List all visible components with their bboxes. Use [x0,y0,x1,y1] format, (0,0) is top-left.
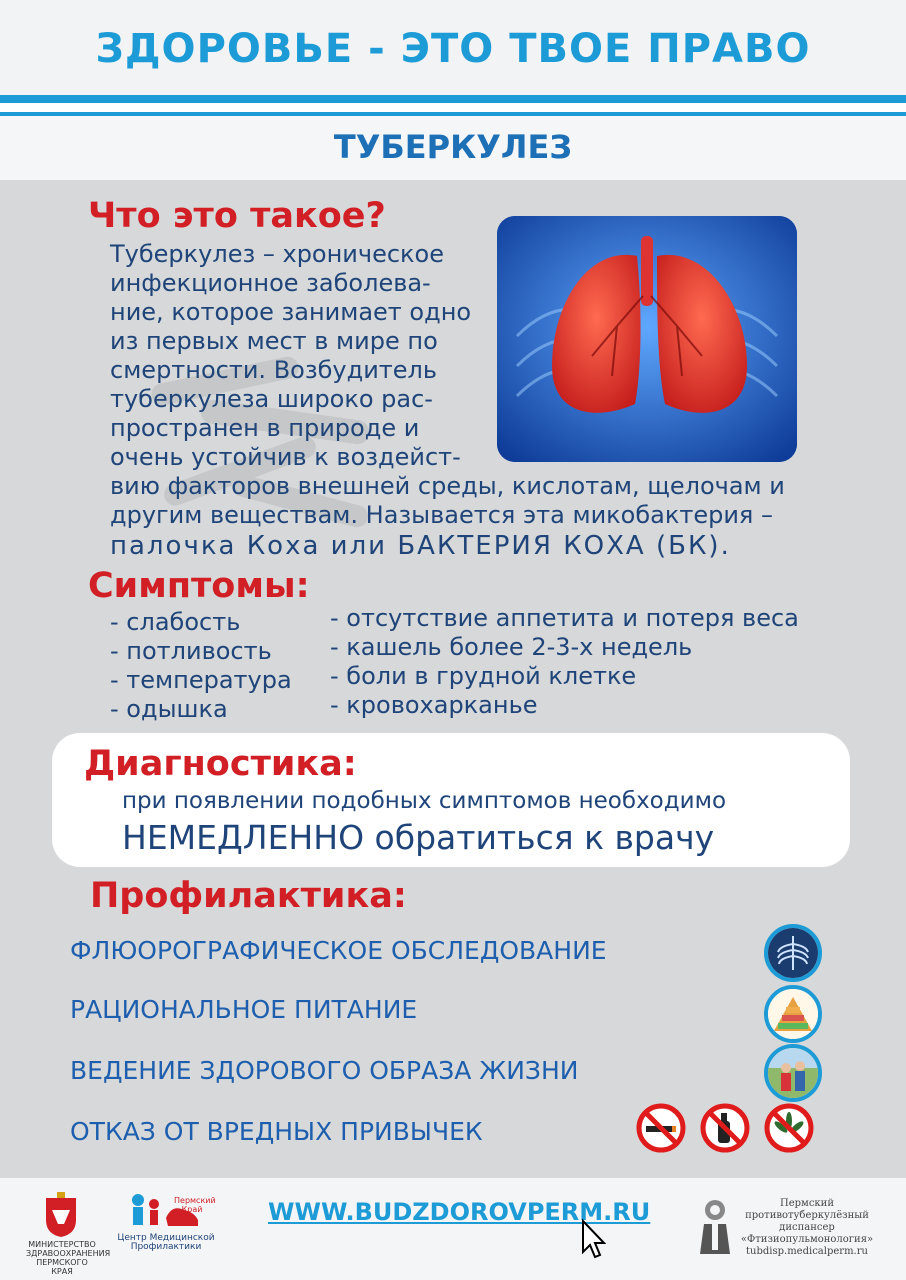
paragraph-line: ние, которое занимает одно [110,298,472,326]
paragraph-line: смертности. Возбудитель [110,356,438,384]
list-item: - слабость [110,608,241,636]
list-item: - боли в грудной клетке [330,662,637,690]
diagnostics-heading: Диагностика: [84,744,357,784]
list-item: - отсутствие аппетита и потеря веса [330,604,799,632]
website-link[interactable]: WWW.BUDZDOROVPERM.RU [268,1198,651,1226]
prevention-item-lifestyle: ВЕДЕНИЕ ЗДОРОВОГО ОБРАЗА ЖИЗНИ [70,1056,579,1085]
center-region: Пермский Край [174,1196,216,1214]
paragraph-line: другим веществам. Называется эта микобактерия – [110,501,773,529]
dispensary-line: противотуберкулёзный [745,1210,869,1221]
ministry-name: МИНИСТЕРСТВО ЗДРАВООХРАНЕНИЯ ПЕРМСКОГО КРАЯ [26,1240,111,1276]
dispensary-line: «Фтизиопульмонология» [740,1234,874,1245]
lungs-icon [497,216,797,462]
symptoms-heading: Симптомы: [88,566,310,606]
center-name: Центр Медицинской Профилактики [117,1233,215,1252]
dispensary-emblem-icon [696,1196,734,1254]
symptoms-right-list [330,604,799,720]
paragraph-line: из первых мест в мире по [110,327,438,355]
lungs-image [497,216,797,462]
prevention-heading: Профилактика: [90,876,407,916]
paragraph-line: пространен в природе и [110,414,420,442]
paragraph-line: туберкулеза широко рас- [110,385,433,413]
list-item: - кровохарканье [330,691,538,719]
no-alcohol-icon [700,1103,750,1153]
what-is-heading: Что это такое? [88,196,386,236]
divider-stripe [0,95,906,103]
family-icon [764,1044,822,1102]
page-subtitle: ТУБЕРКУЛЕЗ [333,128,573,166]
ministry-emblem-icon [44,1190,78,1238]
diagnostics-callout: НЕМЕДЛЕННО обратиться к врачу [122,818,715,857]
symptoms-left-list [110,608,292,724]
paragraph-line: палочка Коха или БАКТЕРИЯ КОХА (БК). [110,531,731,561]
page-title: ЗДОРОВЬЕ - ЭТО ТВОЕ ПРАВО [95,26,811,72]
paragraph-line: Туберкулез – хроническое [110,240,444,268]
paragraph-line: инфекционное заболева- [110,269,431,297]
list-item: - кашель более 2-3-х недель [330,633,693,661]
dispensary-line: диспансер [779,1222,835,1233]
no-drugs-icon [764,1103,814,1153]
what-is-paragraph-wide [110,472,800,561]
what-is-paragraph-narrow [110,240,480,472]
no-smoking-icon [636,1103,686,1153]
cursor-icon [580,1218,606,1260]
diagnostics-text: при появлении подобных симптомов необходимо [122,788,727,814]
food-pyramid-icon [764,985,822,1043]
paragraph-line: вию факторов внешней среды, кислотам, щелочам и [110,472,785,500]
prevention-item-nutrition: РАЦИОНАЛЬНОЕ ПИТАНИЕ [70,995,418,1024]
dispensary-line: Пермский [780,1198,834,1209]
dispensary-line: tubdisp.medicalperm.ru [746,1246,868,1257]
list-item: - потливость [110,637,272,665]
dispensary-name [732,1198,882,1258]
list-item: - одышка [110,695,228,723]
prevention-item-xray: ФЛЮОРОГРАФИЧЕСКОЕ ОБСЛЕДОВАНИЕ [70,936,607,965]
xray-icon [764,924,822,982]
paragraph-line: очень устойчив к воздейст- [110,443,461,471]
list-item: - температура [110,666,292,694]
prevention-item-habits: ОТКАЗ ОТ ВРЕДНЫХ ПРИВЫЧЕК [70,1117,483,1146]
